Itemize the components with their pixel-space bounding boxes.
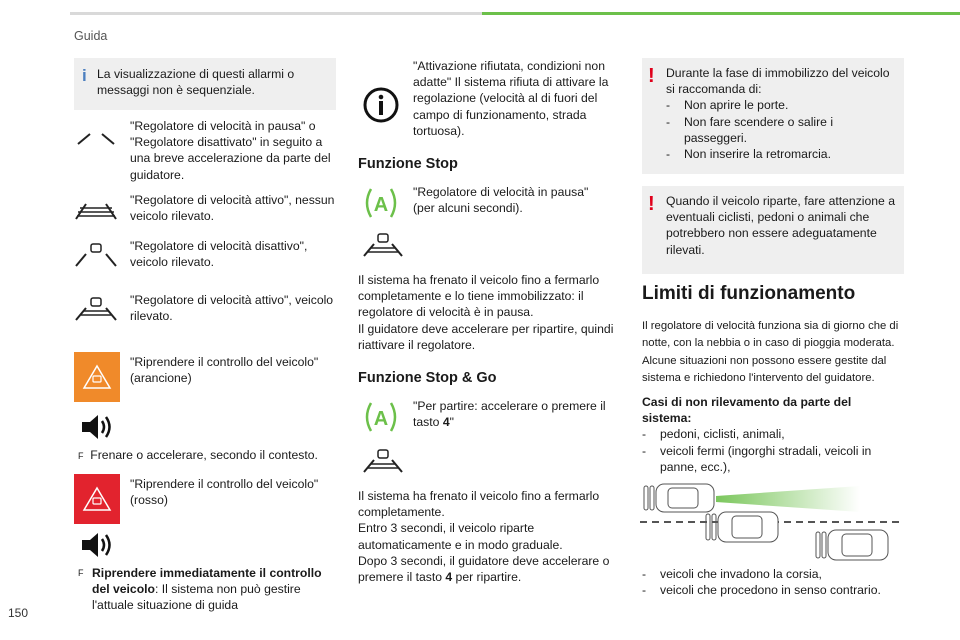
stop-icon-text: "Regolatore di velocità in pausa" (per alcuni secondi). [413,185,589,216]
info-circle-icon [362,86,400,124]
stop-go-icon-text: "Per partire: accelerare o premere il tasto 4" [413,399,606,430]
stop-body: Il sistema ha frenato il veicolo fino a fermarlo completamente e lo tiene immobilizzato: il regolatore di velocità è in pausa. Il guidatore deve accelerare per ripartire, quindi riattivare il regolatore. [358,273,614,352]
warning-icon-2: ! [648,193,655,215]
road-active-icon [74,200,118,222]
red-warning-icon [74,474,120,524]
non-detection-illustration [640,478,902,564]
cruise-a-icon-2 [362,400,400,434]
orange-warning-icon [74,352,120,402]
warning-1-text: Durante la fase di immobilizzo del veicolo si raccomanda di: - Non aprire le porte. - Non fare scendere o salire i passeggeri. - Non inserire la retromarcia. [666,66,890,162]
header-rule-green [482,12,960,15]
stop-go-body: Il sistema ha frenato il veicolo fino a fermarlo completamente. Entro 3 secondi, il veicolo riparte automaticamente e in modo graduale. Dopo 3 secondi, il guidatore deve accelerare o premere il tasto 4 per ripartire. [358,489,610,585]
non-detection-section: Casi di non rilevamento da parte del sistema: - pedoni, ciclisti, animali, - veicoli fermi (ingorghi stradali, veicoli in panne, ecc.), [642,395,872,474]
svg-text:A: A [373,194,389,216]
vehicle-detected-active-icon [74,296,118,322]
vehicle-stopped-icon-2 [362,448,404,474]
status-text-1: "Regolatore di velocità in pausa" o "Regolatore disattivato" in seguito a una breve accelerazione da parte del guidatore. [130,119,331,182]
header-rule-grey [70,12,482,15]
warning-icon: ! [648,65,655,87]
info-icon: i [82,66,87,85]
info-note-text: La visualizzazione di questi allarmi o messaggi non è sequenziale. [97,67,295,98]
cruise-a-icon [362,186,400,220]
page-number: 150 [8,606,29,620]
stop-function-title: Funzione Stop [358,156,458,172]
warning-2-text: Quando il veicolo riparte, fare attenzione a eventuali ciclisti, pedoni o animali che potrebbero non essere adeguatamente rilevati. [666,194,895,257]
section-title: Guida [74,29,108,43]
lane-lines-icon [74,126,118,148]
traffic-illustration [640,478,902,564]
limits-title: Limiti di funzionamento [642,283,856,304]
status-text-4: "Regolatore di velocità attivo", veicolo rilevato. [130,293,334,324]
brake-instruction: F Frenare o accelerare, secondo il contesto. [78,448,318,462]
status-text-3: "Regolatore di velocità disattivo", veicolo rilevato. [130,239,308,270]
speaker-icon-2 [80,530,118,560]
bullet-marker: F [78,451,84,461]
red-alert-text: "Riprendere il controllo del veicolo" (rosso) [130,477,319,508]
speaker-icon [80,412,118,442]
status-text-2: "Regolatore di velocità attivo", nessun veicolo rilevato. [130,193,335,224]
limits-body: Il regolatore di velocità funziona sia di giorno che di notte, con la nebbia o in caso di pioggia moderata. Alcune situazioni non possono essere gestite dal sistema e richiedono l'intervento del guidatore. [642,320,899,385]
orange-alert-text: "Riprendere il controllo del veicolo" (arancione) [130,355,319,386]
info-note-box [74,58,336,110]
activation-refused-text: "Attivazione rifiutata, condizioni non adatte" Il sistema rifiuta di attivare la regolazione (velocità al di fuori del campo di funzionamento, strada tortuosa). [413,59,609,138]
vehicle-detected-icon [74,242,118,268]
svg-text:A: A [373,408,389,430]
stop-go-title: Funzione Stop & Go [358,370,497,386]
more-cases: - veicoli che invadono la corsia, - veicoli che procedono in senso contrario. [642,567,881,598]
vehicle-stopped-icon [362,232,404,258]
warning-box-2 [642,186,904,274]
final-instruction: F Riprendere immediatamente il controllo del veicolo: Il sistema non può gestire l'attuale situazione di guida [78,566,322,613]
warning-box-1 [642,58,904,174]
